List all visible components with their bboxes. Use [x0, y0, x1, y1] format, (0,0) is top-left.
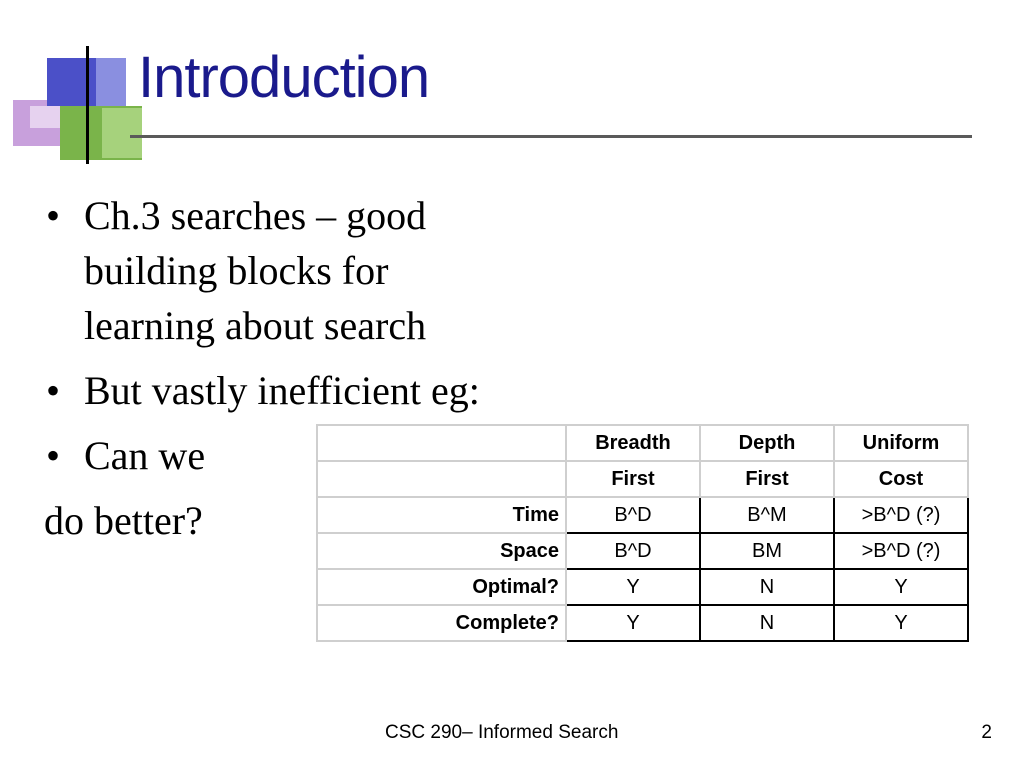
decor-blue-highlight [96, 58, 126, 106]
bullet-text: Can we [84, 433, 206, 478]
bullet-item [44, 363, 524, 418]
table-header-row [317, 461, 968, 497]
bullet-continuation: do better? [44, 498, 203, 543]
decor-green-highlight [102, 108, 142, 158]
table-cell: Y [834, 569, 968, 605]
table-cell: >B^D (?) [834, 497, 968, 533]
column-header: First [566, 461, 700, 497]
bullet-text: But vastly inefficient eg: [84, 368, 480, 413]
bullet-dot-icon: • [46, 433, 61, 478]
table-cell: Y [566, 605, 700, 641]
row-label: Complete? [317, 605, 566, 641]
slide-title: Introduction [138, 45, 430, 110]
table-cell: B^D [566, 533, 700, 569]
row-label: Time [317, 497, 566, 533]
table-row [317, 497, 968, 533]
row-label: Space [317, 533, 566, 569]
table-row [317, 569, 968, 605]
table-cell: Y [566, 569, 700, 605]
bullet-dot-icon: • [46, 368, 61, 413]
table-cell: Y [834, 605, 968, 641]
table-header-row [317, 425, 968, 461]
column-header: Depth [700, 425, 834, 461]
page-number: 2 [981, 722, 992, 743]
table-row [317, 533, 968, 569]
table-row [317, 605, 968, 641]
title-underline [130, 135, 972, 138]
column-header: First [700, 461, 834, 497]
table-cell: BM [700, 533, 834, 569]
row-label: Optimal? [317, 569, 566, 605]
column-header: Breadth [566, 425, 700, 461]
table-cell: B^M [700, 497, 834, 533]
slide-footer: CSC 290– Informed Search [385, 722, 619, 743]
table-cell: >B^D (?) [834, 533, 968, 569]
decor-vertical-line [86, 46, 89, 164]
bullet-item [44, 188, 524, 353]
bullet-dot-icon: • [46, 193, 61, 238]
column-header: Cost [834, 461, 968, 497]
search-comparison-table [316, 424, 969, 642]
table-cell: N [700, 569, 834, 605]
column-header: Uniform [834, 425, 968, 461]
bullet-text: Ch.3 searches – good building blocks for learning about search [84, 193, 427, 348]
table-corner-cell [317, 425, 566, 461]
table-cell: N [700, 605, 834, 641]
table-corner-cell [317, 461, 566, 497]
table-cell: B^D [566, 497, 700, 533]
